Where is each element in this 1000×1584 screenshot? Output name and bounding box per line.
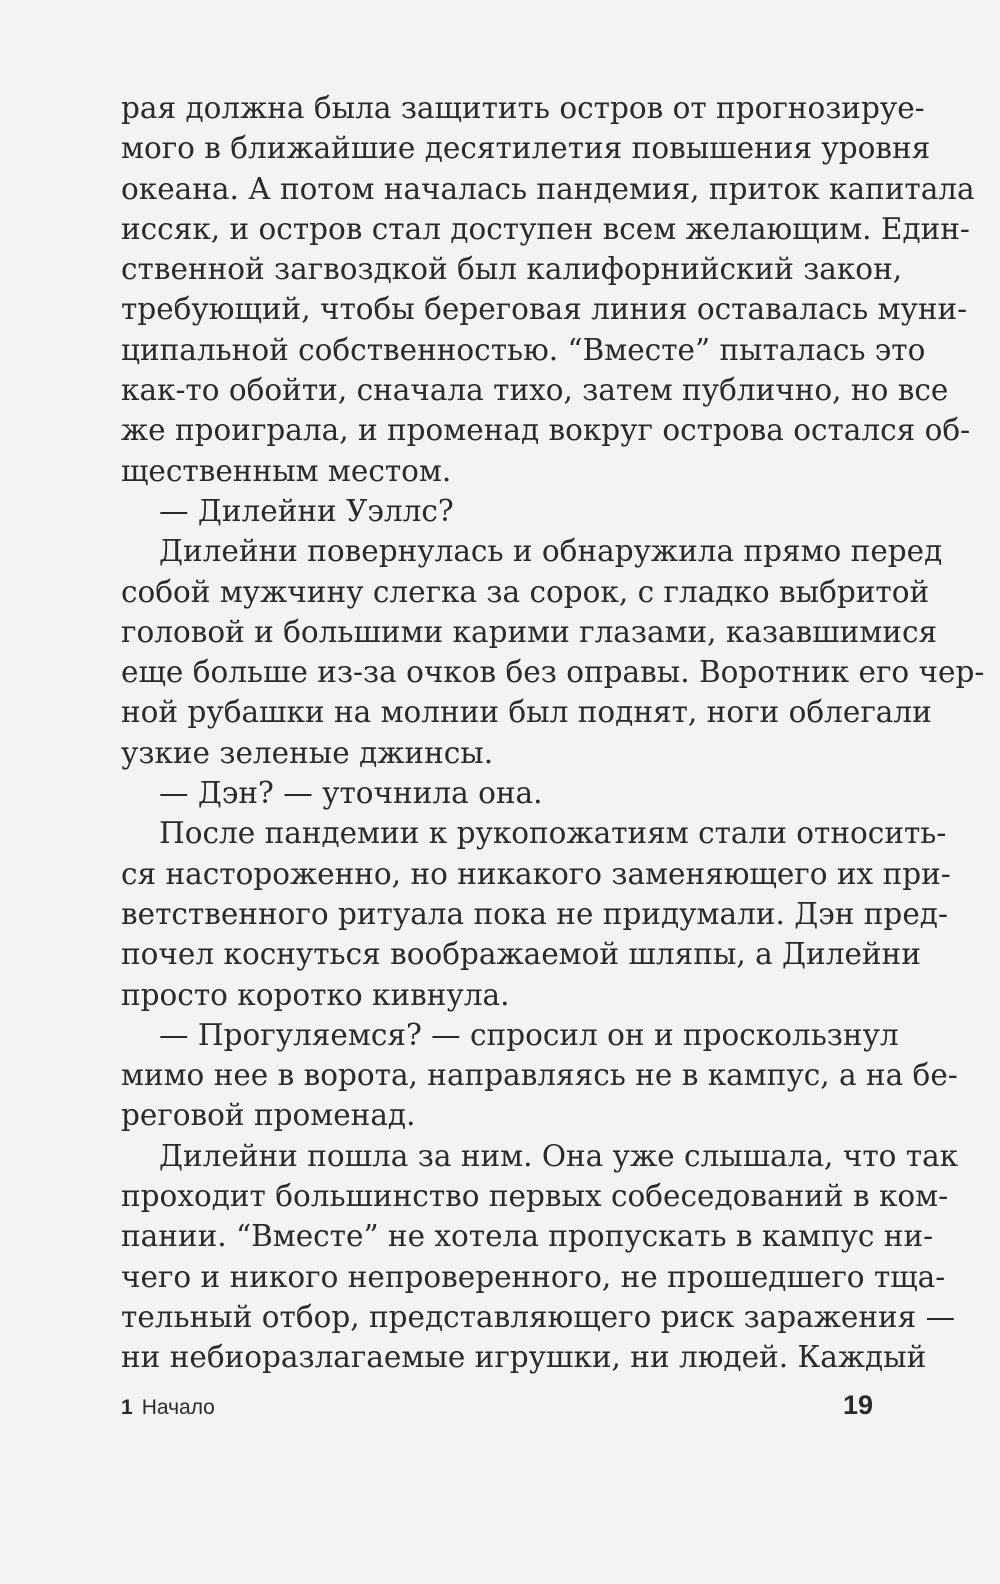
text-line: требующий, чтобы береговая линия оставалась муни- [121, 292, 968, 327]
text-line: ной рубашки на молнии был поднят, ноги облегали [121, 695, 932, 730]
text-line: чего и никого непроверенного, не прошедшего тща- [121, 1259, 946, 1294]
text-line: ветственного ритуала пока не придумали. Дэн пред- [121, 896, 948, 931]
body-text [121, 88, 985, 1378]
text-line: мимо нее в ворота, направляясь не в кампус, а на бе- [121, 1058, 958, 1093]
text-line: узкие зеленые джинсы. [121, 735, 494, 770]
text-line: ни небиоразлагаемые игрушки, ни людей. Каждый [121, 1340, 927, 1375]
text-line: тельный отбор, представляющего риск заражения — [121, 1299, 956, 1334]
text-line: — Дэн? — уточнила она. [159, 776, 543, 811]
text-line: Дилейни пошла за ним. Она уже слышала, что так [159, 1138, 959, 1173]
text-line: — Дилейни Уэллс? [159, 493, 454, 528]
text-line: — Прогуляемся? — спросил он и проскользнул [159, 1017, 899, 1052]
text-line: же проиграла, и променад вокруг острова остался об- [121, 413, 971, 448]
chapter-title: Начало [141, 1396, 215, 1419]
chapter-number: 1 [121, 1396, 133, 1419]
text-line: пании. “Вместе” не хотела пропускать в кампус ни- [121, 1219, 934, 1254]
text-line: ся настороженно, но никакого заменяющего их при- [121, 856, 951, 891]
text-line: щественным местом. [121, 453, 452, 488]
text-line: реговой променад. [121, 1098, 416, 1133]
page-footer [121, 1390, 873, 1430]
running-footer-chapter [121, 1396, 215, 1420]
text-line: почел коснуться воображаемой шляпы, а Дилейни [121, 937, 921, 972]
text-line: мого в ближайшие десятилетия повышения уровня [121, 131, 931, 166]
text-line: После пандемии к рукопожатиям стали относить- [159, 816, 947, 851]
text-line: иссяк, и остров стал доступен всем желающим. Един- [121, 211, 970, 246]
page-number: 19 [842, 1390, 873, 1420]
text-line: собой мужчину слегка за сорок, с гладко выбритой [121, 574, 930, 609]
text-line: рая должна была защитить остров от прогнозируе- [121, 91, 925, 125]
text-line: просто коротко кивнула. [121, 977, 510, 1012]
text-line: головой и большими карими глазами, казавшимися [121, 614, 938, 649]
text-line: океана. А потом началась пандемия, приток капитала [121, 171, 975, 206]
text-line: проходит большинство первых собеседований в ком- [121, 1179, 949, 1214]
text-line: еще больше из-за очков без оправы. Воротник его чер- [121, 655, 985, 690]
text-line: Дилейни повернулась и обнаружила прямо перед [159, 534, 943, 569]
text-line: как-то обойти, сначала тихо, затем публично, но все [121, 373, 949, 408]
text-line: ципальной собственностью. “Вместе” пыталась это [121, 332, 926, 367]
text-line: ственной загвоздкой был калифорнийский закон, [121, 252, 903, 287]
